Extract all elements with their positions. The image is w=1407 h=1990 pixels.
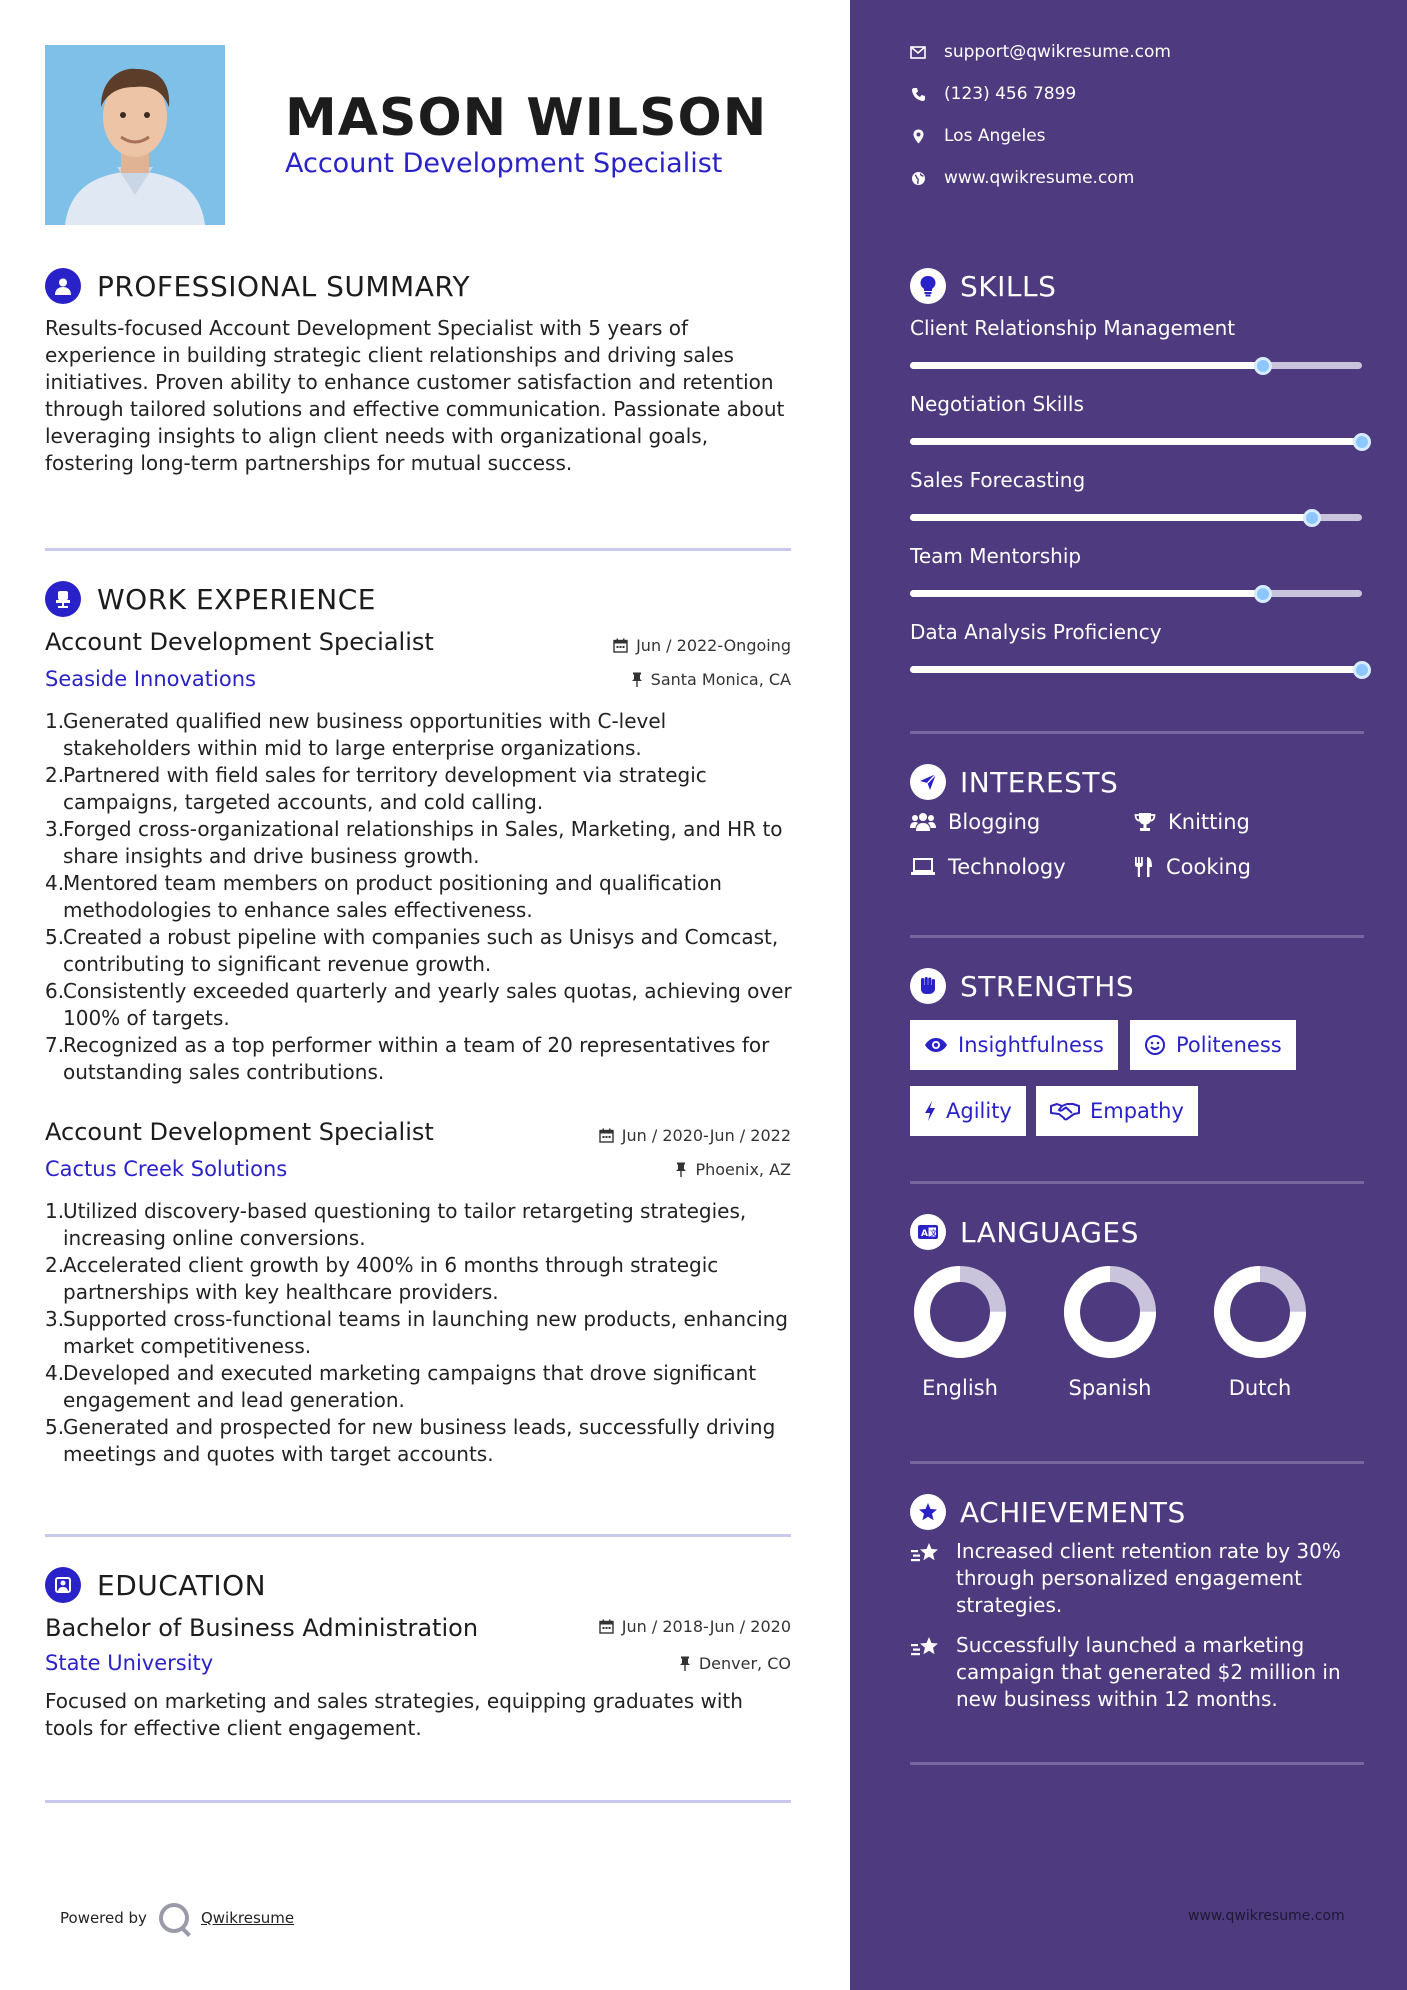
interest-item: [910, 810, 1040, 834]
divider: [910, 1461, 1364, 1464]
divider: [910, 1181, 1364, 1184]
job-dates-text: Jun / 2020-Jun / 2022: [621, 1126, 791, 1145]
language-level-ring: [1210, 1262, 1310, 1362]
bolt-icon: [924, 1100, 936, 1122]
list-item: 5. Created a robust pipeline with companies such as Unisys and Comcast, contributing to significant revenue growth.: [45, 925, 779, 976]
users-icon: [910, 812, 936, 832]
svg-text:文: 文: [929, 1228, 938, 1238]
job-location: [631, 670, 791, 689]
contact-email[interactable]: [910, 42, 1171, 62]
contact-location-text: Los Angeles: [944, 126, 1046, 146]
list-item: 4. Mentored team members on product positioning and qualification methodologies to enhance sales effectiveness.: [45, 871, 722, 922]
lightbulb-icon: [910, 268, 946, 304]
shooting-star-icon: [910, 1635, 942, 1659]
list-item: 1. Utilized discovery-based questioning to tailor retargeting strategies, increasing online conversions.: [45, 1199, 747, 1250]
section-title: LANGUAGES: [960, 1215, 1139, 1249]
strength-chip: [910, 1086, 1026, 1136]
skill-name: Sales Forecasting: [910, 468, 1086, 492]
powered-by-label: Powered by: [60, 1909, 147, 1927]
language-item: [900, 1262, 1020, 1400]
strength-chip: [910, 1020, 1118, 1070]
profile-photo: [45, 45, 225, 225]
achievement-item: [910, 1632, 1370, 1713]
job-dates-text: Jun / 2022-Ongoing: [636, 636, 791, 655]
phone-icon: [911, 87, 926, 102]
shooting-star-icon: [910, 1541, 942, 1565]
language-label: English: [922, 1376, 998, 1400]
pin-icon: [679, 1656, 691, 1671]
interests-header: [910, 764, 1118, 800]
list-item: 4. Developed and executed marketing campaigns that drove significant engagement and lead generation.: [45, 1361, 757, 1412]
map-pin-icon: [913, 129, 924, 144]
divider: [45, 1800, 791, 1803]
interest-item: [910, 855, 1066, 879]
eye-icon: [924, 1037, 948, 1053]
fist-icon: [910, 968, 946, 1004]
skill-name: Data Analysis Proficiency: [910, 620, 1162, 644]
divider: [910, 1762, 1364, 1765]
job-dates: [613, 636, 791, 655]
strength-chip: [1036, 1086, 1198, 1136]
degree-title: Bachelor of Business Administration: [45, 1614, 479, 1642]
section-title: STRENGTHS: [960, 969, 1135, 1003]
strengths-header: [910, 968, 1134, 1004]
achievement-text: Increased client retention rate by 30% through personalized engagement strategies.: [956, 1539, 1341, 1617]
language-label: Dutch: [1228, 1376, 1292, 1400]
sidebar: [850, 0, 1407, 1990]
graduate-icon: [45, 1567, 81, 1603]
svg-text:A: A: [921, 1229, 928, 1239]
qwikresume-logo-icon: [159, 1903, 189, 1933]
school-name: State University: [45, 1651, 214, 1675]
job-location-text: Phoenix, AZ: [695, 1160, 791, 1179]
job-title: Account Development Specialist: [45, 1118, 434, 1146]
list-item: 2. Accelerated client growth by 400% in 6 months through strategic partnerships with key healthcare providers.: [45, 1253, 719, 1304]
candidate-role: Account Development Specialist: [285, 148, 723, 179]
skill-level-bar: [910, 666, 1362, 673]
language-icon: [910, 1214, 946, 1250]
interest-item: [1134, 855, 1251, 879]
smile-icon: [1144, 1034, 1166, 1056]
divider: [910, 935, 1364, 938]
interest-label: Blogging: [948, 810, 1041, 834]
skills-header: [910, 268, 1056, 304]
skill-level-handle: [1254, 585, 1272, 603]
calendar-icon: [599, 1619, 614, 1634]
list-item: 3. Forged cross-organizational relationships in Sales, Marketing, and HR to share insights and drive business growth.: [45, 817, 783, 868]
language-item: [1050, 1262, 1170, 1400]
company-name: Seaside Innovations: [45, 667, 256, 691]
skill-level-fill: [910, 362, 1263, 369]
contact-website[interactable]: [910, 168, 1134, 188]
list-item: 1. Generated qualified new business opportunities with C-level stakeholders within mid to large enterprise organizations.: [45, 709, 667, 760]
pin-icon: [675, 1162, 687, 1177]
education-location: [679, 1654, 791, 1673]
skill-level-fill: [910, 590, 1263, 597]
contact-phone-text: (123) 456 7899: [944, 84, 1077, 104]
achievement-text: Successfully launched a marketing campaign that generated $2 million in new business within 12 months.: [956, 1633, 1341, 1711]
skill-level-bar: [910, 514, 1362, 521]
skill-level-fill: [910, 666, 1362, 673]
job-location-text: Santa Monica, CA: [650, 670, 791, 689]
experience-header: [45, 581, 376, 617]
summary-text: Results-focused Account Development Specialist with 5 years of experience in building strategic client relationships and driving sales initiatives. Proven ability to enhance customer satisfaction and retention through tailored solutions and effective communication. Passionate about leveraging insights to align client needs with organizational goals, fostering long-term partnerships for mutual success.: [45, 316, 785, 475]
section-title: ACHIEVEMENTS: [960, 1495, 1186, 1529]
skill-level-handle: [1254, 357, 1272, 375]
paper-plane-icon: [910, 764, 946, 800]
education-dates-text: Jun / 2018-Jun / 2020: [621, 1617, 791, 1636]
education-text: Focused on marketing and sales strategies, equipping graduates with tools for effective client engagement.: [45, 1689, 743, 1740]
powered-by: [60, 1903, 294, 1933]
divider: [910, 731, 1364, 734]
user-icon: [45, 268, 81, 304]
strength-label: Agility: [946, 1099, 1012, 1123]
strength-label: Insightfulness: [958, 1033, 1104, 1057]
brand-link[interactable]: Qwikresume: [200, 1909, 295, 1927]
skill-name: Client Relationship Management: [910, 316, 1236, 340]
section-title: EDUCATION: [97, 1568, 267, 1602]
star-badge-icon: [910, 1494, 946, 1530]
chair-icon: [45, 581, 81, 617]
skill-level-fill: [910, 514, 1312, 521]
education-location-text: Denver, CO: [698, 1654, 791, 1673]
skill-level-fill: [910, 438, 1362, 445]
job-bullets: [45, 708, 795, 1086]
language-label: Spanish: [1068, 1376, 1152, 1400]
footer-site[interactable]: www.qwikresume.com: [1188, 1908, 1345, 1924]
job-bullets: [45, 1198, 795, 1468]
skill-level-bar: [910, 590, 1362, 597]
skill-level-bar: [910, 362, 1362, 369]
education-header: [45, 1567, 266, 1603]
section-title: WORK EXPERIENCE: [97, 582, 376, 616]
skill-name: Negotiation Skills: [910, 392, 1084, 416]
list-item: 3. Supported cross-functional teams in launching new products, enhancing market competitiveness.: [45, 1307, 788, 1358]
skill-level-handle: [1353, 433, 1371, 451]
section-title: SKILLS: [960, 269, 1057, 303]
contact-location: [910, 126, 1046, 146]
interest-label: Cooking: [1166, 855, 1251, 879]
summary-header: [45, 268, 470, 304]
achievements-header: [910, 1494, 1186, 1530]
contact-website-text: www.qwikresume.com: [944, 168, 1135, 188]
globe-icon: [911, 171, 926, 186]
laptop-icon: [910, 858, 936, 876]
divider: [45, 1534, 791, 1537]
envelope-icon: [910, 46, 926, 59]
job-title: Account Development Specialist: [45, 628, 434, 656]
skill-name: Team Mentorship: [910, 544, 1082, 568]
interest-label: Technology: [948, 855, 1066, 879]
utensils-icon: [1134, 856, 1154, 878]
skill-level-bar: [910, 438, 1362, 445]
job-dates: [599, 1126, 791, 1145]
section-title: PROFESSIONAL SUMMARY: [97, 269, 471, 303]
handshake-icon: [1050, 1101, 1080, 1121]
strength-chip: [1130, 1020, 1296, 1070]
list-item: 2. Partnered with field sales for territory development via strategic campaigns, targeted accounts, and cold calling.: [45, 763, 707, 814]
skill-level-handle: [1353, 661, 1371, 679]
education-dates: [599, 1617, 791, 1636]
languages-header: [910, 1214, 1139, 1250]
calendar-icon: [599, 1128, 614, 1143]
strength-label: Empathy: [1090, 1099, 1184, 1123]
pin-icon: [631, 672, 643, 687]
language-level-ring: [910, 1262, 1010, 1362]
interest-label: Knitting: [1168, 810, 1250, 834]
divider: [45, 548, 791, 551]
list-item: 5. Generated and prospected for new business leads, successfully driving meetings and quotes with target accounts.: [45, 1415, 776, 1466]
trophy-icon: [1134, 812, 1156, 832]
language-item: [1200, 1262, 1320, 1400]
language-level-ring: [1060, 1262, 1160, 1362]
calendar-icon: [613, 638, 628, 653]
section-title: INTERESTS: [960, 765, 1119, 799]
candidate-name: MASON WILSON: [285, 88, 768, 148]
list-item: 6. Consistently exceeded quarterly and yearly sales quotas, achieving over 100% of targets.: [45, 979, 792, 1030]
strength-label: Politeness: [1176, 1033, 1282, 1057]
achievement-item: [910, 1538, 1370, 1619]
job-location: [675, 1160, 791, 1179]
company-name: Cactus Creek Solutions: [45, 1157, 288, 1181]
interest-item: [1134, 810, 1250, 834]
list-item: 7. Recognized as a top performer within a team of 20 representatives for outstanding sales contributions.: [45, 1033, 770, 1084]
contact-email-text: support@qwikresume.com: [944, 42, 1171, 62]
contact-phone[interactable]: [910, 84, 1076, 104]
skill-level-handle: [1303, 509, 1321, 527]
